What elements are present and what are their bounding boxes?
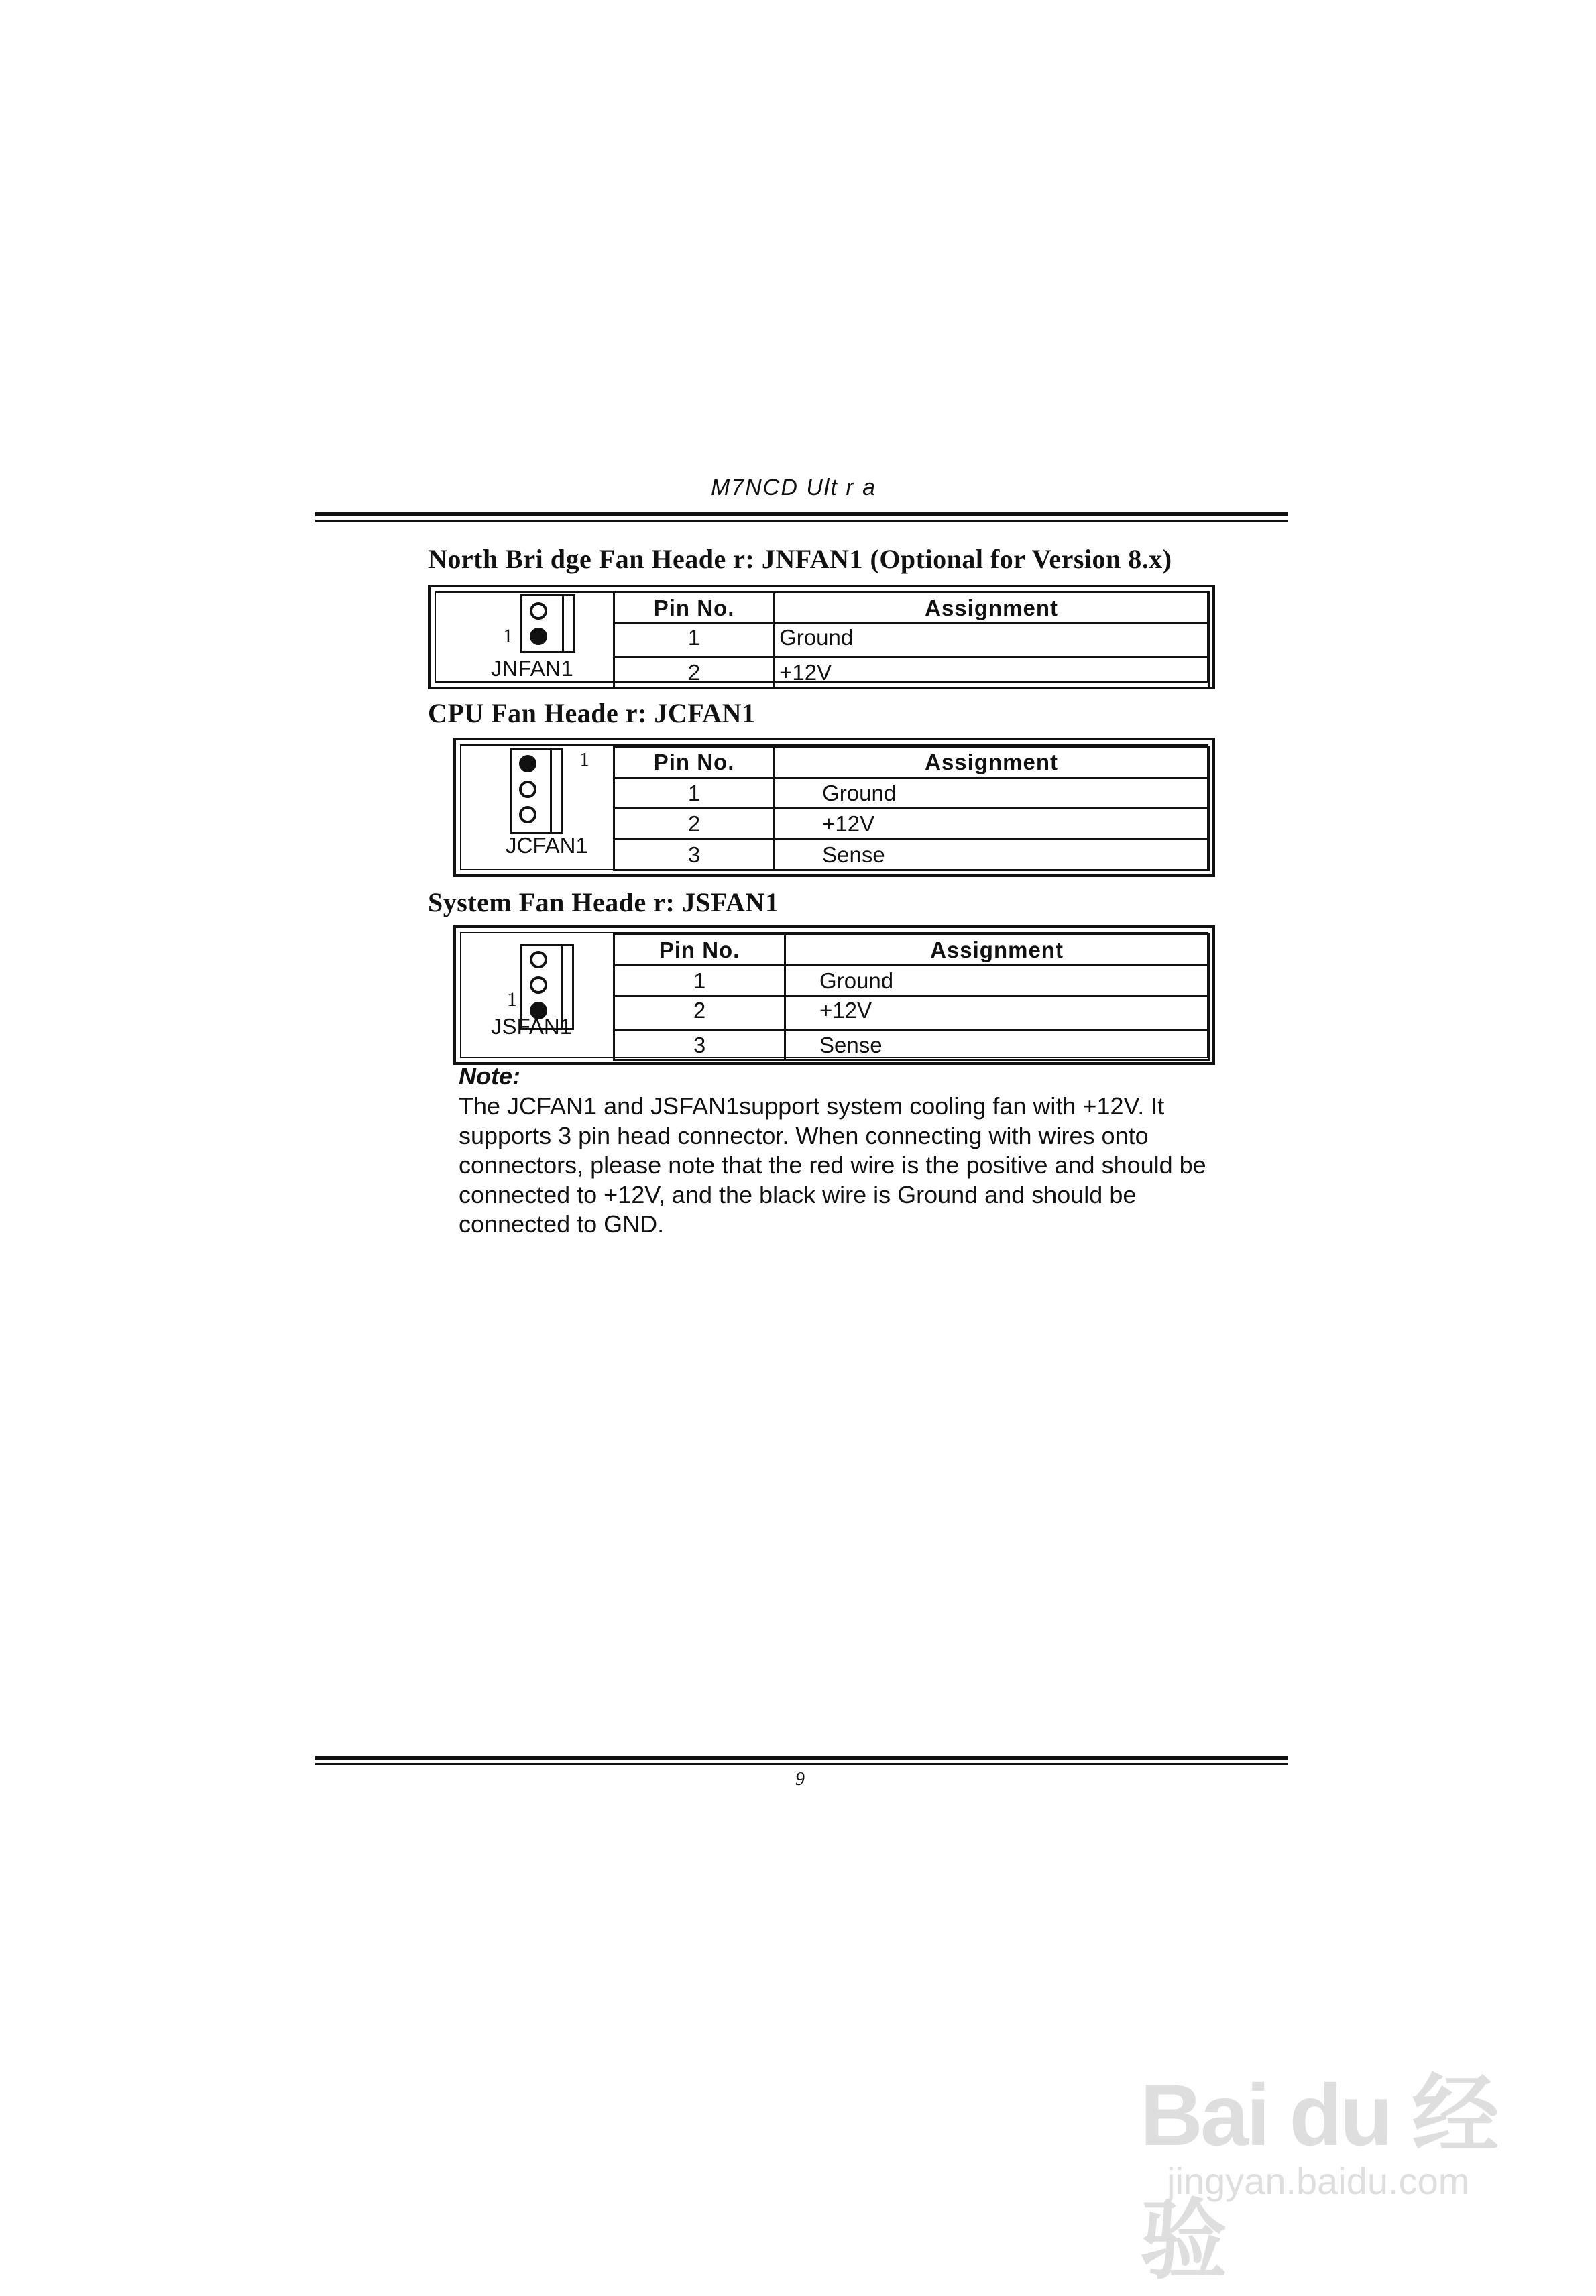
table-header-row	[614, 593, 1209, 624]
section-heading-jsfan1: System Fan Heade r: JSFAN1	[428, 887, 779, 917]
note-line: supports 3 pin head connector. When connecting with wires onto	[459, 1122, 1149, 1149]
note-title: Note:	[459, 1062, 520, 1090]
note-line: The JCFAN1 and JSFAN1support system cooling fan with +12V. It	[459, 1092, 1165, 1120]
section-heading-jcfan1: CPU Fan Heade r: JCFAN1	[428, 698, 756, 728]
pin-number: 3	[614, 1030, 785, 1061]
column-header-pin: Pin No.	[614, 935, 785, 966]
pin-one-marker: 1	[579, 748, 589, 770]
connector-body-icon	[520, 594, 575, 653]
connector-label-jsfan1: JSFAN1	[491, 1014, 573, 1039]
pin-number: 3	[614, 840, 775, 870]
section-heading-jnfan1: North Bri dge Fan Heade r: JNFAN1 (Optional for Version 8.x)	[428, 544, 1172, 574]
pin-assignment: Sense	[775, 840, 1209, 870]
jsfan1-pin-table	[613, 933, 1210, 1061]
pin-assignment: Ground	[775, 624, 1209, 657]
column-header-assignment: Assignment	[775, 747, 1209, 778]
column-header-pin: Pin No.	[614, 593, 775, 624]
pin-number: 2	[614, 657, 775, 688]
table-row	[614, 657, 1209, 688]
pin-one-marker: 1	[503, 625, 513, 647]
footer-rule-thin	[315, 1763, 1288, 1765]
pin-2-icon	[530, 602, 547, 620]
pin-1-icon	[530, 628, 547, 645]
pin-1-icon	[519, 755, 536, 772]
column-header-assignment: Assignment	[785, 935, 1209, 966]
pin-assignment: Sense	[785, 1030, 1209, 1061]
header-rule-thin	[315, 520, 1288, 522]
pin-2-icon	[519, 781, 536, 798]
footer-rule	[315, 1756, 1288, 1760]
connector-label-jcfan1: JCFAN1	[506, 833, 588, 858]
note-line: connectors, please note that the red wire is the positive and should be	[459, 1151, 1206, 1179]
pin-assignment: +12V	[775, 657, 1209, 688]
table-header-row	[614, 747, 1209, 778]
pin-assignment: Ground	[775, 778, 1209, 809]
watermark-brand: Bai du 经验	[1140, 2066, 1497, 2289]
table-row	[614, 778, 1209, 809]
table-row	[614, 624, 1209, 657]
baidu-watermark	[1140, 2025, 1516, 2289]
table-row	[614, 966, 1209, 996]
jnfan1-table-frame	[428, 585, 1215, 689]
note-line: connected to +12V, and the black wire is Ground and should be	[459, 1181, 1137, 1208]
pin-2-icon	[530, 976, 547, 994]
pin-3-icon	[519, 806, 536, 823]
pin-number: 1	[614, 966, 785, 996]
pin-3-icon	[530, 951, 547, 968]
table-row	[614, 809, 1209, 840]
pin-number: 1	[614, 778, 775, 809]
pin-one-marker: 1	[507, 988, 517, 1011]
pin-number: 2	[614, 996, 785, 1030]
table-header-row	[614, 935, 1209, 966]
pin-assignment: +12V	[775, 809, 1209, 840]
pin-number: 2	[614, 809, 775, 840]
note-body	[459, 1092, 1284, 1239]
column-header-pin: Pin No.	[614, 747, 775, 778]
note-line: connected to GND.	[459, 1210, 665, 1238]
table-row	[614, 840, 1209, 870]
header-title: M7NCD Ult r a	[711, 475, 877, 500]
connector-body-icon	[510, 748, 563, 834]
connector-label-jnfan1: JNFAN1	[491, 656, 573, 681]
jnfan1-pin-table	[613, 591, 1210, 689]
pin-assignment: Ground	[785, 966, 1209, 996]
jcfan1-table-frame	[453, 738, 1215, 877]
column-header-assignment: Assignment	[775, 593, 1209, 624]
pin-number: 1	[614, 624, 775, 657]
header-rule	[315, 512, 1288, 516]
watermark-url: jingyan.baidu.com	[1167, 2160, 1470, 2202]
jcfan1-pin-table	[613, 746, 1210, 871]
jsfan1-table-frame	[453, 925, 1215, 1065]
table-row	[614, 1030, 1209, 1061]
page-number: 9	[795, 1769, 805, 1790]
table-row	[614, 996, 1209, 1030]
pin-assignment: +12V	[785, 996, 1209, 1030]
